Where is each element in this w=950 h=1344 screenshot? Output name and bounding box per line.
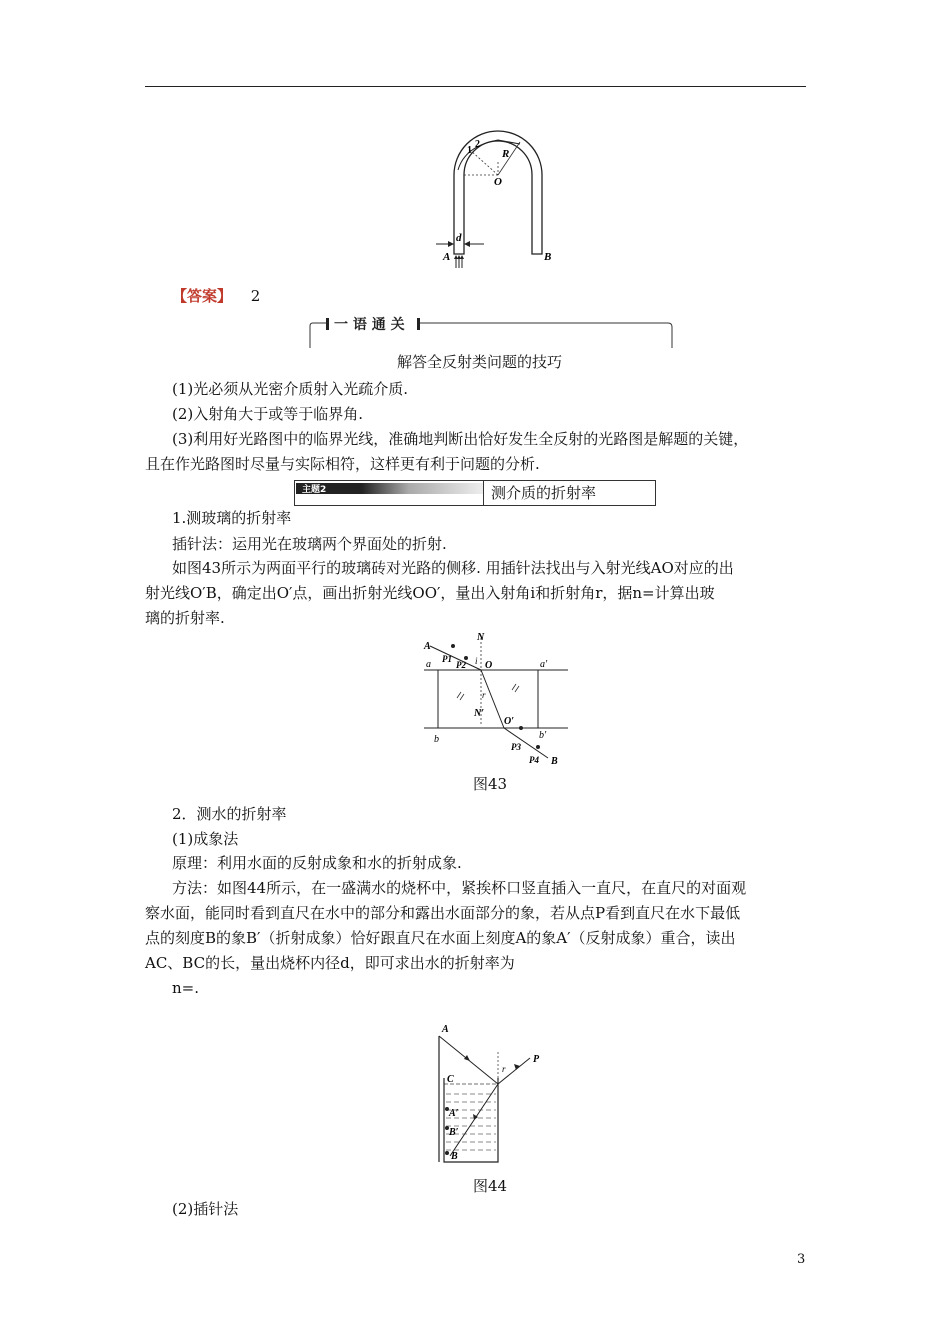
sec2-principle: 原理：利用水面的反射成象和水的折射成象. — [172, 854, 462, 872]
f43-P1: P1 — [442, 654, 452, 664]
f43-P4: P4 — [529, 755, 539, 765]
f44-r: r — [502, 1064, 506, 1074]
label-B: B — [544, 251, 552, 263]
f43-N-prime: N′ — [474, 708, 485, 719]
sec1-desc-line2: 射光线O′B，确定出O′点，画出折射光线OO′，量出入射角i和折射角r，据n=计算出玻 — [145, 584, 715, 602]
f44-A: A — [442, 1024, 449, 1035]
tips-p3-line2: 且在作光路图时尽量与实际相符，这样更有利于问题的分析. — [145, 455, 540, 473]
f44-P: P — [533, 1054, 540, 1065]
f44-B-prime: B′ — [449, 1127, 459, 1138]
topic2-title: 测介质的折射率 — [491, 484, 597, 502]
sec1-heading: 1.测玻璃的折射率 — [172, 509, 292, 527]
f43-P2: P2 — [456, 660, 466, 670]
sec1-desc-line1: 如图43所示为两面平行的玻璃砖对光路的侧移. 用插针法找出与入射光线AO对应的出 — [172, 559, 734, 577]
f43-N: N — [477, 632, 485, 643]
sec1-method: 插针法：运用光在玻璃两个界面处的折射. — [172, 535, 447, 553]
label-2: 2 — [475, 139, 480, 150]
sec2-sub1: (1)成象法 — [172, 830, 239, 848]
label-1: 1 — [467, 145, 472, 156]
yiyu-title: 一 语 通 关 — [334, 317, 405, 333]
f44-B: B — [451, 1151, 458, 1162]
sec2-method-line4: AC、BC的长，量出烧杯内径d，即可求出水的折射率为 — [145, 954, 515, 972]
f44-C: C — [447, 1074, 454, 1085]
sec2-formula: n=. — [172, 979, 199, 997]
topic2-divider — [483, 481, 484, 505]
fig44-caption: 图44 — [473, 1177, 508, 1195]
tips-p2: (2)入射角大于或等于临界角. — [172, 405, 364, 423]
page-number: 3 — [797, 1252, 806, 1267]
f43-A: A — [424, 641, 431, 652]
answer-line — [172, 286, 260, 306]
f43-b-prime: b′ — [539, 730, 547, 741]
label-A: A — [443, 251, 451, 263]
sec2-sub2: (2)插针法 — [172, 1200, 239, 1218]
f43-b: b — [434, 734, 439, 745]
f44-A-prime: A′ — [449, 1108, 459, 1119]
tips-heading: 解答全反射类问题的技巧 — [397, 353, 563, 371]
label-R: R — [502, 148, 510, 160]
sec2-heading: 2．测水的折射率 — [172, 805, 287, 823]
f43-i: i — [475, 656, 478, 666]
figure-44 — [430, 1022, 554, 1166]
f43-P3: P3 — [511, 742, 521, 752]
topic2-tag: 主题2 — [296, 483, 484, 494]
figure-43 — [418, 630, 568, 770]
fig43-caption: 图43 — [473, 775, 508, 793]
f43-O-prime: O′ — [504, 716, 515, 727]
f43-O: O — [485, 660, 493, 671]
answer-tag: 【答案】 — [172, 287, 233, 305]
f43-a: a — [426, 659, 431, 670]
sec1-desc-line3: 璃的折射率. — [145, 609, 225, 627]
f43-B: B — [551, 756, 558, 767]
topic2-box — [294, 480, 656, 506]
label-O: O — [494, 176, 502, 188]
f43-a-prime: a′ — [540, 659, 548, 670]
answer-value: 2 — [250, 287, 261, 305]
label-d: d — [456, 232, 462, 244]
tips-p3-line1: (3)利用好光路图中的临界光线，准确地判断出恰好发生全反射的光路图是解题的关键， — [172, 430, 749, 448]
yiyu-tongguan-box — [308, 312, 674, 348]
header-rule — [145, 86, 806, 87]
tips-p1: (1)光必须从光密介质射入光疏介质. — [172, 380, 409, 398]
f43-r: r — [482, 690, 486, 700]
sec2-method-line3: 点的刻度B的象B′（折射成象）恰好跟直尺在水面上刻度A的象A′（反射成象）重合，读出 — [145, 929, 736, 947]
sec2-method-line1: 方法：如图44所示，在一盛满水的烧杯中，紧挨杯口竖直插入一直尺，在直尺的对面观 — [172, 879, 747, 897]
sec2-method-line2: 察水面，能同时看到直尺在水中的部分和露出水面部分的象，若从点P看到直尺在水下最低 — [145, 904, 741, 922]
u-fiber-figure — [420, 120, 570, 268]
